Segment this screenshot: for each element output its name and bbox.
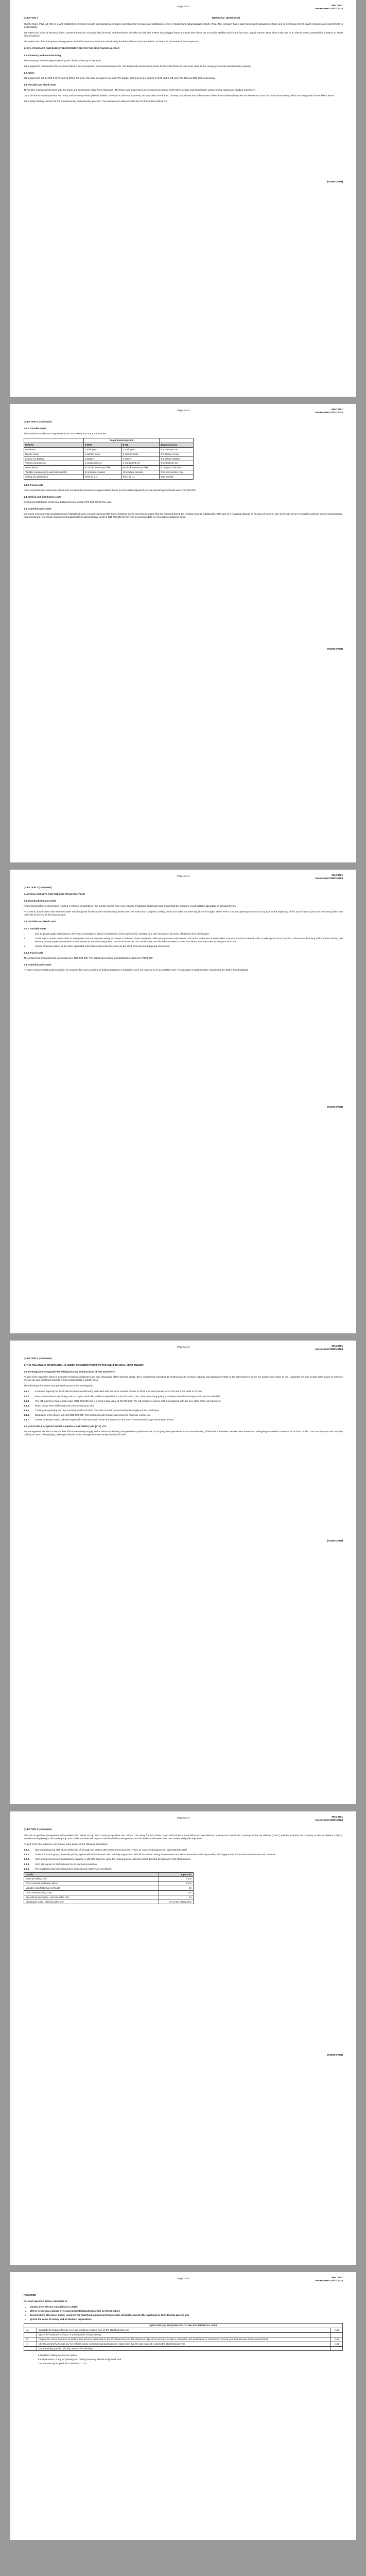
turn-over: [TURN OVER] (327, 180, 343, 183)
page-header (315, 1345, 343, 1351)
list-item-text: The old machinery has a book value of R2 500 000 and a current resale value of R2 000 000. The old machinery will be sold and replaced with the new state-of-the-art machinery. (35, 1399, 221, 1402)
list-item-key: 3.1.4. (24, 1404, 30, 1407)
list-item-text: Due to global supply chain issues, there was a shortage of lithium-ion batteries in the market which resulted in a 10% increase in the price of batteries from the budget. (35, 932, 210, 935)
section-heading: 1.3.2. Fixed costs (24, 483, 44, 486)
list-item-key: 3.2.5. (24, 1867, 30, 1870)
list-item-text: Unless otherwise stated all the other applicable information will remain the same as the 2023 financial year budgeted information. (35, 944, 170, 947)
question-marks: (10) (331, 2342, 343, 2346)
assessment-code: Assessment 02/S1/2024 (315, 1819, 343, 1822)
list-item: • Where necessary, indicate irrelevant amounts/adjustments with an Rl (nil-value); (30, 2310, 343, 2313)
page-number: Page 4 of 8 (177, 875, 189, 877)
question-continued: QUESTION 1 (continued) (24, 1357, 52, 1360)
table-cell: 30 (159, 1886, 194, 1891)
course-code: MAC3701 (332, 409, 343, 411)
question-title (24, 1828, 343, 1831)
investigation-items (24, 1390, 343, 1421)
page-4 (10, 870, 356, 1333)
table-row (24, 1886, 194, 1891)
paragraph: SN makes two types of electrical bikes, namely the Electric mountain bike (E-MTB) and the Electric city bike (E-CB). The E-MTB has a bigger frame and tyres than the E-CB to provide stability and control for more rugged terrains. Both bikes make use of an electric motor, powered by a battery, to assist with propulsion. (24, 31, 343, 38)
table-row (24, 1890, 194, 1895)
question-label (24, 2333, 37, 2337)
list-item: • a standard costing system is in place; (38, 2354, 343, 2357)
table-cell: External selling price (24, 1877, 159, 1882)
course-code: MAC3701 (332, 5, 343, 7)
table-cell: 45 machine minutes (121, 470, 160, 474)
list-item-text: Expansion to the factory will cost R25 000 000. This expansion will include solar power to minimise energy use. (35, 1413, 151, 1416)
section-heading: 2.1. Manufacturing and Sales (24, 900, 57, 903)
table-cell: R 3 800 per motor (160, 452, 194, 456)
table-cell: Selling and distribution (24, 474, 84, 479)
list-item (24, 1868, 343, 1871)
table-cell: 1 battery (121, 456, 160, 461)
question-label: QUESTION 1 (24, 16, 38, 20)
due-diligence-items (24, 1849, 343, 1870)
list-item-text: Training on operating the new machinery will cost R500 000. This cost will be covered by the supplier of the machinery. (35, 1409, 160, 1412)
question-title (24, 886, 343, 889)
table-cell: Specialised packaging - external sales only (24, 1895, 159, 1900)
table-row (24, 461, 194, 466)
table-row (24, 1877, 194, 1882)
questions-table-header: QUESTIONS (a) TO (d) RELATE TO THE 2023 FINANCIAL YEAR (24, 2324, 343, 2328)
paragraph: SN budgeted to manufacture the electronic bikes in direct proportion to its standard sales mix. The budgeted manufacturing levels for the 2023 financial year were equal to the company's normal manufacturing capacity. (24, 64, 251, 67)
assessment-code: Assessment 02/S1/2024 (315, 877, 343, 880)
table-cell: Refer to 1.4 (83, 474, 121, 479)
list-item (24, 1853, 343, 1856)
table-cell: 1 component set (83, 461, 121, 466)
table-cell: Variable manufacturing overheads (VMO) (24, 470, 84, 474)
table-row (24, 2337, 343, 2342)
paragraph: The actual fixed manufacturing overheads were R20 500 000. The actual fixed selling and distribution costs were R500 000. (24, 956, 153, 959)
table-cell: 1 battery (83, 456, 121, 461)
page-3 (10, 404, 356, 862)
list-item (24, 1404, 343, 1408)
table-header: Details (24, 1872, 159, 1877)
section-heading: 1.3.1. Variable costs (24, 427, 46, 430)
table-row (24, 1900, 194, 1904)
table-cell: R50 per bike (160, 474, 194, 479)
paragraph: The E-bike manufacturing starts with the frame and suspension made from Aluminium. The frame and suspension are produced according to the bike's design and specification using various cutting and bending machinery. (24, 88, 255, 91)
page-6 (10, 1811, 356, 2265)
question-marks: (100 Marks; 180 Minutes) (212, 16, 240, 20)
question-title (24, 420, 343, 423)
table-row (24, 2333, 343, 2337)
page-2 (10, 0, 356, 397)
table-cell: Variable manufacturing overheads (24, 1886, 159, 1891)
table-row (24, 1882, 194, 1886)
question-label: (b) (24, 2337, 37, 2342)
question-label: (c) (24, 2342, 37, 2346)
list-item (24, 1849, 343, 1852)
course-code: MAC3701 (332, 2277, 343, 2279)
table-cell: R 12 500 per set (160, 461, 194, 466)
list-item-key: ii. (24, 937, 26, 940)
list-item: • The standard gross profit for E-MTB is R1 700. (38, 2362, 343, 2365)
list-item: • the implications, if any, of opening and closing inventory should be ignored; and (38, 2358, 343, 2361)
list-item-text: Non-manufacturing staff at AB will be laid off through the section 189 retrenchment process. This is to reduce redundancies in administration staff. (35, 1849, 187, 1852)
page-header (315, 5, 343, 11)
section-heading: 3.2. A POSSIBLE ACQUISITION OF AMANDLA BATTERIES (AB) (PTY) LTD (24, 1425, 107, 1428)
table-corner (24, 438, 84, 443)
list-item (24, 945, 343, 948)
table-cell: Electric motor (24, 452, 84, 456)
list-item (24, 1390, 343, 1393)
question-marks (331, 2346, 343, 2351)
table-cell: 1 component set (121, 461, 160, 466)
paragraph: A recent environmental audit resulted in an emission fine and a warning of halting operations if emissions were not reduced to an acceptable level. This resulted in administrative costs being 2% higher than budgeted. (24, 969, 249, 971)
list-item: • Except where otherwise stated, round off the final Rand-amount workings to two decimals, and all other workings to four decimal places; and (30, 2314, 343, 2317)
questions-table (24, 2323, 343, 2351)
table-row (24, 452, 194, 456)
required-label: REQUIRED (24, 2294, 37, 2297)
question-marks: (16) (331, 2328, 343, 2333)
table-cell: 60 clock minutes per bike (83, 466, 121, 470)
list-item-text: AB's annual maximum manufacturing capacity is 120 000 batteries, while the related annual external market demand for batteries is 80 000 batteries. (35, 1858, 191, 1861)
question-marks (331, 2333, 343, 2337)
table-cell: Refer to 1.4 (121, 474, 160, 479)
list-item-text: New state-of-the-art machinery, with a 10-year useful life, will be acquired for a cost of R15 000 000. SN's accounting policy is to depreciate all machinery in full over its useful life. (35, 1395, 221, 1398)
list-item-text: Unless otherwise stated, all other applicable information will remain the same as in the 2023 financial year budget information above. (35, 1418, 174, 1421)
page-number: Page 5 of 8 (177, 1346, 189, 1348)
section-heading: 1.2. Sales (24, 71, 34, 74)
page-7 (10, 2272, 356, 2540)
page-number: Page 3 of 8 (177, 409, 189, 412)
turn-over: [TURN OVER] (327, 648, 343, 650)
paragraph: The standard variable cost requirements for one E-MTB and one E-CB unit are: (24, 432, 107, 435)
list-item-key: i. (24, 932, 25, 935)
section-heading: 2.3. Administrative costs (24, 963, 51, 966)
page-number: Page 7 of 8 (177, 2277, 189, 2280)
section-heading: 1.1. Inventory and manufacturing (24, 54, 61, 57)
table-cell: 90 clock minutes per bike (121, 466, 160, 470)
page-header (315, 2277, 343, 2283)
list-item-text: The budgeted external selling prices and costs per battery are as follows: (35, 1867, 112, 1870)
table-cell: Distribution costs - external sales only (24, 1900, 159, 1904)
table-header: INPUTS (24, 443, 84, 448)
table-header: R per unit (159, 1872, 194, 1877)
battery-cost-table (24, 1872, 194, 1905)
list-item (24, 1400, 343, 1403)
table-cell: 1 electric motor (83, 452, 121, 456)
page-header (315, 1816, 343, 1822)
table-header: Budgeted price (160, 443, 194, 448)
question-text: Calculate the budgeted break-even sales units per product type for the 2023 financial year. (37, 2328, 331, 2333)
table-row (24, 2342, 343, 2346)
paragraph: As part of the due diligence, the finance team gathered the following information: (24, 1843, 108, 1846)
paragraph: As a result, actual sales units were 8% lower than budgeted for the actual manufacturing levels were 5% lower than budgeted. Selling prices and sales mix were equal to the budget. There were no actual opening inventory of any type at the beginning of the 2023 financial year and no closing direct raw materials at the end of the financial year. (24, 910, 343, 917)
assessment-code: Assessment 02/S1/2024 (315, 411, 343, 414)
list-item (24, 1395, 343, 1398)
page-5 (10, 1341, 356, 1804)
section-heading: 2.2.2. Fixed costs (24, 951, 44, 954)
list-item-key: 3.2.3. (24, 1858, 30, 1861)
table-cell: R 42 000 per ton (160, 447, 194, 452)
section-heading: 2. ACTUAL RESULTS FOR THE 2023 FINANCIAL YEAR (24, 893, 85, 896)
question-title (24, 1357, 343, 1360)
question-label: (a) (24, 2328, 37, 2333)
table-row (24, 466, 194, 470)
table-row (24, 2328, 343, 2333)
table-cell: Direct material and Direct labour (24, 1882, 159, 1886)
section-heading: 3.1. Investigation to upgrade the existing factory and purchase of new machinery. (24, 1370, 115, 1374)
paragraph: SN makes use of an absorption costing system and all its inventory items are valued using the first-in-first-out (FIFO) method. SN has a 31 December financial year end. (24, 40, 200, 43)
question-text: For answering question (d) only, assume the following: (37, 2346, 331, 2351)
paragraph: The following information was gathered as part of the investigation: (24, 1384, 94, 1387)
question-text: Ignore the implications, if any, of opening and closing inventory. (37, 2333, 331, 2337)
paragraph: Increased environmental regulations have highlighted some concerns around SN's CO2 emissions due to greenhouse gases that are released during the welding process. Additionally, SN's lack of a recycling strategy as an area of concern, due to the use of non-recyclable materials during manufacturing, was underlined. As a result, management budgeted fixed administrative costs of R15 000 000 for the year to accommodate for increased compliance costs. (24, 512, 343, 518)
list-item-key: 3.1.7. (24, 1418, 30, 1421)
table-cell: Lithium-ion Battery (24, 456, 84, 461)
course-code: MAC3701 (332, 1816, 343, 1819)
list-item-text: Increased capacity for 2024 will increase manufacturing and sales with the same number of units. E-MTB units will increase to 31 200 and E-CB units to 20 800. (35, 1390, 203, 1393)
list-item (24, 1414, 343, 1417)
assumptions-list (24, 2354, 343, 2365)
list-item-key: 3.1.6. (24, 1413, 30, 1416)
page-header (315, 874, 343, 880)
section-heading: 2.2. Variable and Fixed costs (24, 920, 56, 923)
paragraph: The company had no budgeted opening and closing inventory of any type. (24, 59, 101, 62)
table-header: E-CB (121, 443, 160, 448)
paragraph: SN management decided to secure their lithium-ion battery supply and is hence considering the possible acquisition of AB, a company that specialises in the manufacturing of lithium-ion batteries. AB has been known for undergoing its workers to remain in its bond profits. The company was also recently publicly accused of employing underage children, while management ferociously denied this claim. (24, 1430, 343, 1436)
list-item (24, 937, 343, 943)
table-cell: 1 electric motor (121, 452, 160, 456)
list-item-key: 3.2.1. (24, 1849, 30, 1852)
table-cell: 1,8 kilogram (83, 447, 121, 452)
question-continued: QUESTION 1 (continued) (24, 886, 52, 889)
page-header (315, 409, 343, 415)
instructions-list (24, 2306, 343, 2321)
required-heading (24, 2294, 343, 2297)
table-row (24, 1895, 194, 1900)
table-cell: R 5 000 per battery (160, 456, 194, 461)
table-cell: 54 (159, 1895, 194, 1900)
list-item (24, 1409, 343, 1412)
table-row (24, 447, 194, 452)
table-cell: 5 500 (159, 1877, 194, 1882)
table-cell: Aluminium (24, 447, 84, 452)
assessment-code: Assessment 02/S1/2024 (315, 1348, 343, 1351)
table-row (24, 474, 194, 479)
list-item: • Ignore the value of money and all taxation implications. (30, 2318, 343, 2321)
question-marks: (18) (331, 2337, 343, 2342)
list-item-text: There was a protest union strike as employees had not received salary increases in violation of the multi-year collective agreement with unions. SN had to make use of semi-skilled casual and undocumented staff to make up for lost production. These manufacturing staff's limited training and learning curve progression resulted in an increase in manufacturing time to two clock hours per unit. Additionally, the idle time increased to 10%. The labour rate was lower at R90 per clock hour. (35, 937, 343, 943)
turn-over: [TURN OVER] (327, 1539, 343, 1543)
turn-over: [TURN OVER] (327, 1106, 343, 1109)
table-cell: 45 machine minutes (83, 470, 121, 474)
list-item-text: SND will require 52 000 batteries for its planned production. (35, 1862, 98, 1866)
paragraph: Rising demand for electrical bikes resulted in intense competition in the market coming from new entrants. Production challenges also meant that the company could not take advantage of demand trends. (24, 905, 236, 908)
list-item (24, 1863, 343, 1866)
list-item-key: 3.2.4. (24, 1862, 30, 1866)
list-item-text: Direct labour time will be reduced to 60 minutes per bike. (35, 1404, 95, 1407)
list-item-key: 3.1.2. (24, 1395, 30, 1398)
paragraph: After the acquisition management will establish the "SNAB Group" with a new group ethos and culture. The newly formed SNAB Group will include a head office and two divisions, namely the current SN company as the SN division ("SND") and the acquired AB company as the AB division ("ABD"). Notwithstanding being in the same group, each divisional head will report to the head office management, but the divisions will retain their own market and profit objectives. (24, 1834, 343, 1840)
section-heading: 2.2.1. Variable costs (24, 927, 46, 930)
question-title (24, 16, 343, 20)
table-group-header: Requirements per unit (83, 438, 160, 443)
section-heading: 1.4. Selling and distribution costs (24, 495, 62, 498)
question-label (24, 2346, 37, 2351)
paragraph: SN budgeted to sell 24 000 E-MTB and 16 000 E-CB units. One bike is equal to one unit. The budget selling price per unit for E-MTB and E-CB was R28 000 and R26 000 respectively. (24, 76, 216, 79)
paragraph: As part of its expansion plans to deal with emissions challenges and take advantage of the demand trends, SN is considering extending its existing plant to increase capacity and adding new state-of-the-art machinery which are quicker and easier to use. Upgrades will also include solar power to minimise energy use and contribute towards energy sustainability in South Africa. (24, 1376, 343, 1382)
paragraph: Selling and distribution costs were budgeted to be a total of R3 000 000 for the year. (24, 500, 112, 503)
assessment-code: Assessment 02/S1/2024 (315, 2279, 343, 2282)
table-row (24, 456, 194, 461)
table-cell: 2% of the selling price (159, 1900, 194, 1904)
turn-over: [TURN OVER] (327, 2054, 343, 2057)
variable-cost-table (24, 438, 194, 479)
section-heading: 3. THE FOLLOWING INFORMATION IS UNDER CONSIDERATION FOR THE 2024 FINANCIAL YEAR BUDGET (24, 1364, 144, 1367)
assessment-code: Assessment 02/S1/2024 (315, 7, 343, 10)
list-item-key: 3.1.1. (24, 1390, 30, 1393)
list-item (24, 933, 343, 936)
question-continued: QUESTION 1 (continued) (24, 1828, 52, 1831)
table-cell: 1,5 kilogram (121, 447, 160, 452)
section-heading: 1. SN's STANDARD AND BUDGETED INFORMATION FOR THE 2023 FINANCIAL YEAR (24, 47, 120, 50)
list-item-key: 3.1.3. (24, 1399, 30, 1402)
paragraph: Fixed manufacturing overhead costs (FMO) are allocated based on budgeted labour hours and the total budgeted fixed manufacturing overheads were R20 100 000. (24, 488, 196, 492)
paragraph: Sheshe Nami (Pty) Ltd (SN) is a well-established electronic bicycle manufacturing company operating from its plant and distribution centre in Middelburg (Mpumalanga), South Africa. The company has a state-dominated management team and is well known for its quality products and commitment to sustainability. (24, 23, 343, 29)
instructions-heading: For each question below, remember to: (24, 2300, 68, 2303)
list-item-text: Under the SNAB group, a transfer pricing system will be introduced. ABD will fully supply SND with all the SND's battery requirements and sell to the extent that it is possible, still supply some of the external customers with batteries. (35, 1853, 276, 1856)
list-item (24, 1858, 343, 1861)
page-number: Page 6 of 8 (177, 1817, 189, 1819)
table-cell: Direct labour (24, 466, 84, 470)
table-cell: R 105 per clock hour (160, 466, 194, 470)
table-row (24, 470, 194, 474)
table-cell: Fixed manufacturing costs (24, 1890, 159, 1895)
table-header: E-MTB (83, 443, 121, 448)
question-text: Prepare the actual statement of profit or loss (income statement) for the 2023 financial year. The statement of profit or loss must include a column for each product and a Total column. Round your final amounts to the nearest Rand. (37, 2337, 331, 2342)
variable-cost-items (24, 933, 343, 948)
course-code: MAC3701 (332, 874, 343, 877)
section-heading: 1.5. Administrative costs (24, 507, 51, 510)
table-corner (160, 438, 194, 443)
paragraph: Once the frame and suspension are ready, various components (wheels, brakes, drivetrain & other components) are attached to the frame. The key components that differentiate E-bikes from traditional bicycles are the electric motor and lithium-ion battery, which are integrated into the bike's frame. (24, 94, 335, 97)
list-item-key: 3.1.5. (24, 1409, 30, 1412)
course-code: MAC3701 (332, 1345, 343, 1348)
table-cell: 4 000 (159, 1882, 194, 1886)
list-item: • Clearly show all your calculations in detail; (30, 2306, 343, 2309)
page-number: Page 2 of 8 (177, 5, 189, 8)
table-cell: Various components (24, 461, 84, 466)
table-row (24, 2346, 343, 2351)
section-heading: 1.3. Variable and Fixed costs (24, 83, 56, 86)
list-item (24, 1418, 343, 1421)
table-cell: R13 per machine hour (160, 470, 194, 474)
question-text: Identify and briefly discuss any five ethical, social, environmental and business-related risks that SN was exposed to during the 2023 financial year. (37, 2342, 331, 2346)
paragraph: SN employs factory workers for the manufacturing and assembly process. The standard is to allow 6% idle time for these direct labourers. (24, 100, 168, 103)
list-item-key: iii. (24, 944, 26, 947)
table-cell: 120 (159, 1890, 194, 1895)
list-item-key: 3.2.2. (24, 1853, 30, 1856)
question-continued: QUESTION 1 (continued) (24, 420, 52, 423)
